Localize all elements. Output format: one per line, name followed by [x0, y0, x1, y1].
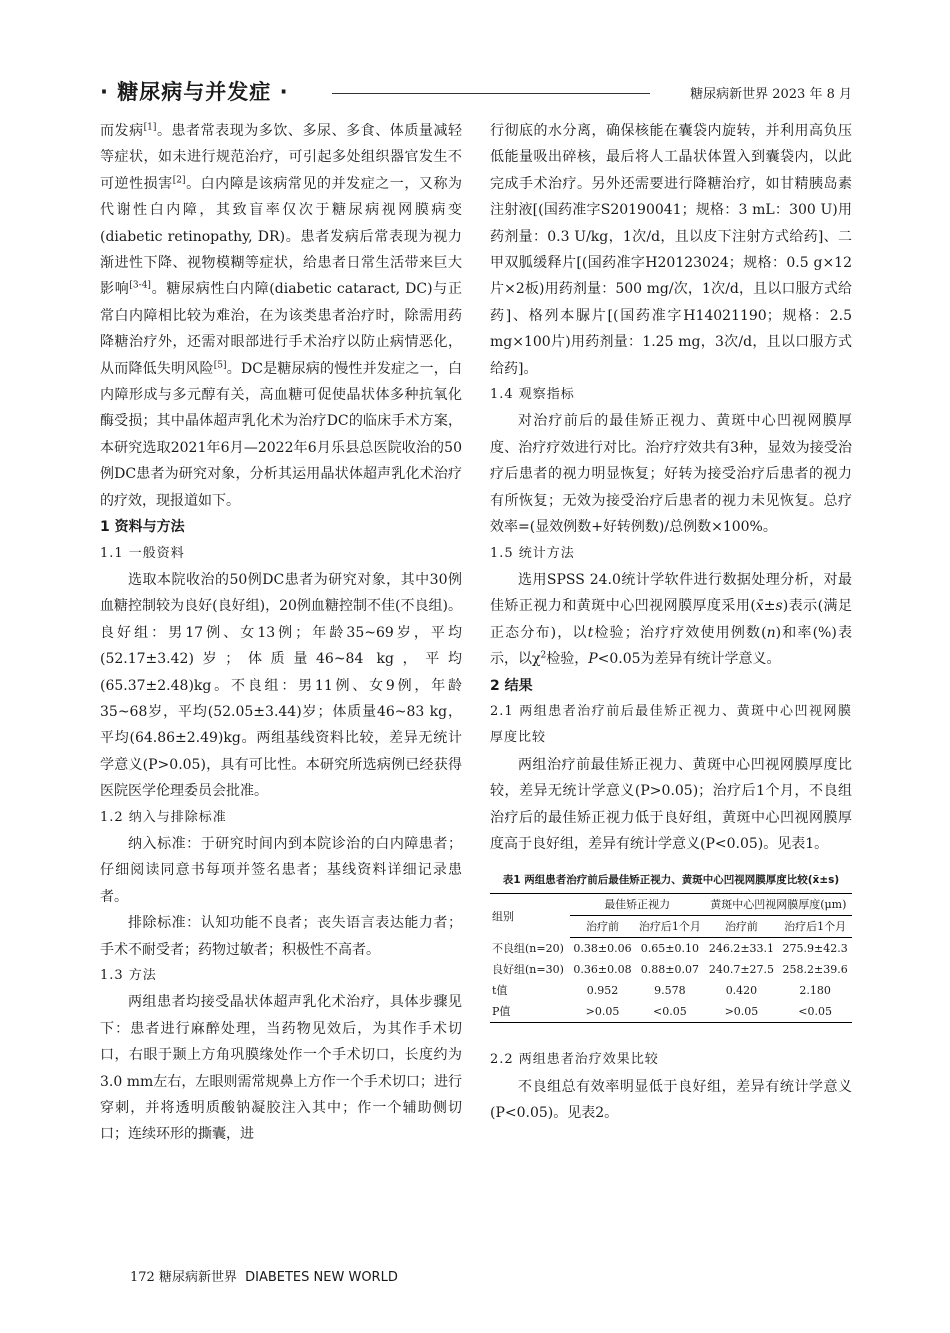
- heading-results: 2 结果: [490, 677, 533, 694]
- table-row: [490, 980, 852, 1001]
- footer-journal-cn: 糖尿病新世界: [158, 1270, 237, 1285]
- table-cell: 0.36±0.08: [573, 963, 632, 977]
- table-row: [490, 938, 852, 960]
- column-subheader: 治疗后1个月: [778, 916, 852, 938]
- table-row: [490, 1001, 852, 1023]
- table-cell: <0.05: [778, 1001, 852, 1023]
- column-subheader: 治疗后1个月: [635, 916, 704, 938]
- table-cell: 9.578: [654, 984, 686, 998]
- column-subheader: 治疗前: [570, 916, 635, 938]
- table-cell: >0.05: [570, 1001, 635, 1023]
- table-cell: 0.952: [586, 984, 619, 998]
- table-cell: 0.420: [725, 984, 758, 998]
- heading-methods: 1 资料与方法: [100, 519, 185, 536]
- results-table: [490, 893, 852, 1023]
- heading-criteria: 1.2 纳入与排除标准: [100, 809, 227, 825]
- citation: [5]: [213, 360, 227, 370]
- citation: [1]: [143, 122, 157, 133]
- header-rule: [332, 93, 650, 94]
- table-cell: 240.7±27.5: [708, 963, 775, 977]
- citation: [2]: [172, 175, 186, 186]
- table-1: [490, 873, 852, 1023]
- table-cell: 275.9±42.3: [782, 942, 848, 956]
- citation: [3-4]: [129, 280, 151, 291]
- intro-paragraph: 而发病[1]。患者常表现为多饮、多尿、多食、体质量减轻等症状，如未进行规范治疗，可引起多处组织器官发生不可逆性损害[2]。白内障是该病常见的并发症之一，又称为代谢性白内障，其致盲率仅次于糖尿病视网膜病变(diabetic retinopathy, DR)。患者发病后常表现为视力渐进性下降、视物模糊等症状，给患者日常生活带来巨大影响[3-4]。糖尿病性白内障(diabetic cataract, DC)与正常白内障相比较为难治，在为该类患者治疗时，除需用药降糖治疗外，还需对眼部进行手术治疗以防止病情恶化，从而降低失明风险[5]。DC是糖尿病的慢性并发症之一，白内障形成与多元醇有关，高血糖可促使晶状体多种抗氧化酶受损；其中晶体超声乳化术为治疗DC的临床手术方案，本研究选取2021年6月—2022年6月乐县总医院收治的50例DC患者为研究对象，分析其运用晶状体超声乳化术治疗的疗效，现报道如下。: [100, 122, 463, 509]
- heading-statistics: 1.5 统计方法: [490, 545, 575, 561]
- table-cell: 0.38±0.06: [573, 942, 632, 956]
- journal-issue: 糖尿病新世界 2023 年 8 月: [690, 87, 852, 102]
- page-number: 172: [130, 1270, 155, 1285]
- column-header-visual-acuity: 最佳矫正视力: [570, 894, 705, 916]
- method-paragraph: 两组患者均接受晶状体超声乳化术治疗，具体步骤见下：患者进行麻醉处理，当药物见效后，为其作手术切口，右眼于颞上方角巩膜缘处作一个手术切口，长度约为3.0 mm左右，左眼则需常规鼻上方作一个手术切口；进行穿刺，并将透明质酸钠凝胶注入其中；作一个辅助侧切口；连续环形的撕囊，进: [100, 994, 462, 1143]
- table-cell: 2.180: [799, 984, 831, 998]
- table-cell: 0.65±0.10: [640, 942, 699, 956]
- heading-general-data: 1.1 一般资料: [100, 545, 185, 561]
- right-column: [490, 118, 852, 1127]
- general-data-paragraph: 选取本院收治的50例DC患者为研究对象，其中30例血糖控制较为良好(良好组)，20例血糖控制不佳(不良组)。良好组：男17例、女13例；年龄35~69岁，平均(52.17±3.42)岁；体质量46~84 kg，平均(65.37±2.48)kg。不良组：男11例、女9例，年龄35~68岁，平均(52.05±3.44)岁；体质量46~83 kg，平均(64.86±2.49)kg。两组基线资料比较，差异无统计学意义(P>0.05)，具有可比性。本研究所选病例已经获得医院医学伦理委员会批准。: [100, 571, 462, 800]
- column-header-group: 组别: [490, 894, 570, 938]
- table-cell: <0.05: [635, 1001, 704, 1023]
- footer-journal-en: DIABETES NEW WORLD: [245, 1270, 398, 1285]
- heading-result-1: 2.1 两组患者治疗前后最佳矫正视力、黄斑中心凹视网膜厚度比较: [490, 703, 852, 746]
- table-cell: 不良组(n=20): [492, 942, 564, 956]
- section-title: · 糖尿病与并发症 ·: [100, 80, 289, 104]
- column-header-retinal-thickness: 黄斑中心凹视网膜厚度(μm): [705, 894, 852, 916]
- heading-method: 1.3 方法: [100, 968, 157, 983]
- exclusion-paragraph: 排除标准：认知功能不良者；丧失语言表达能力者；手术不耐受者；药物过敏者；积极性不高者。: [100, 915, 462, 958]
- page-footer: [130, 1266, 398, 1285]
- table-cell: 0.88±0.07: [640, 963, 699, 977]
- left-column: [100, 118, 462, 1148]
- table-caption: 表1 两组患者治疗前后最佳矫正视力、黄斑中心凹视网膜厚度比较(x̄±s): [502, 874, 840, 887]
- table-cell: 246.2±33.1: [708, 942, 775, 956]
- column-subheader: 治疗前: [705, 916, 779, 938]
- table-cell: P值: [490, 1001, 570, 1023]
- table-cell: 良好组(n=30): [492, 963, 564, 977]
- result-1-paragraph: 两组治疗前最佳矫正视力、黄斑中心凹视网膜厚度比较，差异无统计学意义(P>0.05)；治疗后1个月，不良组治疗后的最佳矫正视力低于良好组，黄斑中心凹视网膜厚度高于良好组，差异有统计学意义(P<0.05)。见表1。: [490, 756, 852, 852]
- heading-observation: 1.4 观察指标: [490, 387, 575, 403]
- table-cell: t值: [492, 984, 508, 998]
- inclusion-paragraph: 纳入标准：于研究时间内到本院诊治的白内障患者；仔细阅读同意书每项并签名患者；基线资料详细记录患者。: [100, 835, 462, 905]
- statistics-paragraph: 选用SPSS 24.0统计学软件进行数据处理分析，对最佳矫正视力和黄斑中心凹视网膜厚度采用(x̄±s)表示(满足正态分布)，以t检验；治疗疗效使用例数(n)和率(%)表示，以$\chi^2$检验，P<0.05为差异有统计学意义。: [490, 571, 852, 668]
- observation-paragraph: 对治疗前后的最佳矫正视力、黄斑中心凹视网膜厚度、治疗疗效进行对比。治疗疗效共有3种，显效为接受治疗后患者的视力明显恢复；好转为接受治疗后患者的视力有所恢复；无效为接受治疗后患者的视力未见恢复。总疗效率=(显效例数+好转例数)/总例数×100%。: [490, 413, 852, 536]
- table-cell: 258.2±39.6: [782, 963, 848, 977]
- method-continued-paragraph: 行彻底的水分离，确保核能在囊袋内旋转，并利用高负压低能量吸出碎核，最后将人工晶状体置入到囊袋内，以此完成手术治疗。另外还需要进行降糖治疗，如甘精胰岛素注射液[(国药准字S20190041；规格：3 mL：300 U)用药剂量：0.3 U/kg，1次/d，且以皮下注射方式给药]、二甲双胍缓释片[(国药准字H20123024；规格：0.5 g×12片×2板)用药剂量：500 mg/次，1次/d，且以口服方式给药]、格列本脲片[(国药准字H14021190；规格：2.5 mg×100片)用药剂量：1.25 mg，3次/d，且以口服方式给药]。: [490, 123, 852, 377]
- table-row: [490, 959, 852, 980]
- heading-result-2: 2.2 两组患者治疗效果比较: [490, 1052, 659, 1068]
- result-2-paragraph: 不良组总有效率明显低于良好组，差异有统计学意义(P<0.05)。见表2。: [490, 1078, 852, 1122]
- table-cell: >0.05: [705, 1001, 779, 1023]
- page-header: [100, 76, 852, 106]
